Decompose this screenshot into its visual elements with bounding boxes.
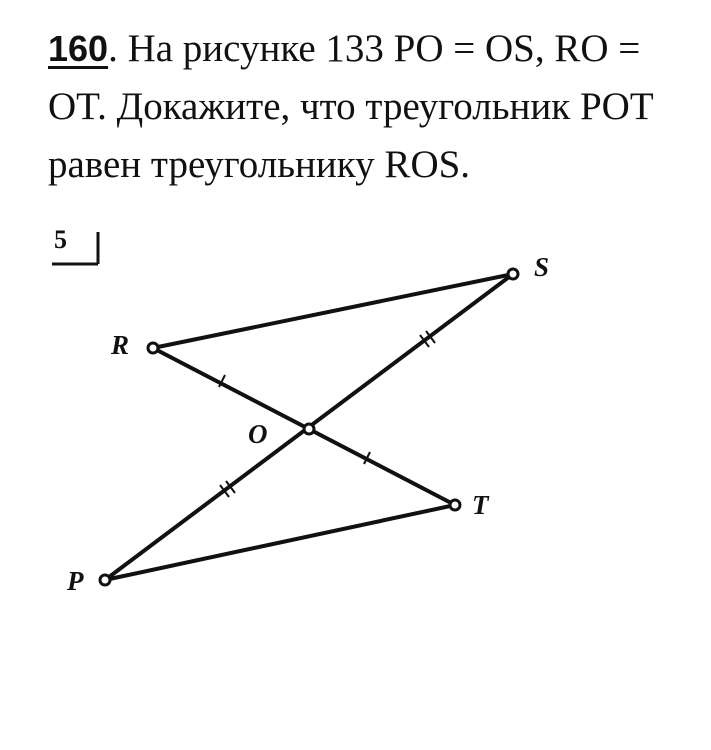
point-S [508, 269, 518, 279]
label-O: O [248, 419, 268, 449]
label-R: R [111, 330, 130, 360]
label-P: P [67, 566, 84, 596]
problem-number: 160 [48, 28, 109, 69]
point-O [304, 424, 314, 434]
figure-fragment-number: 5 [54, 226, 67, 254]
label-T: T [472, 490, 489, 520]
problem-number-separator: . [108, 27, 118, 70]
point-P [100, 575, 110, 585]
point-R [148, 343, 158, 353]
segment-RS [153, 274, 513, 348]
point-T [450, 500, 460, 510]
label-S: S [534, 252, 550, 282]
problem-text: На рисунке 133 PO = OS, RO = OT. Докажите, что треугольник POT равен треугольнику ROS. [48, 27, 653, 186]
